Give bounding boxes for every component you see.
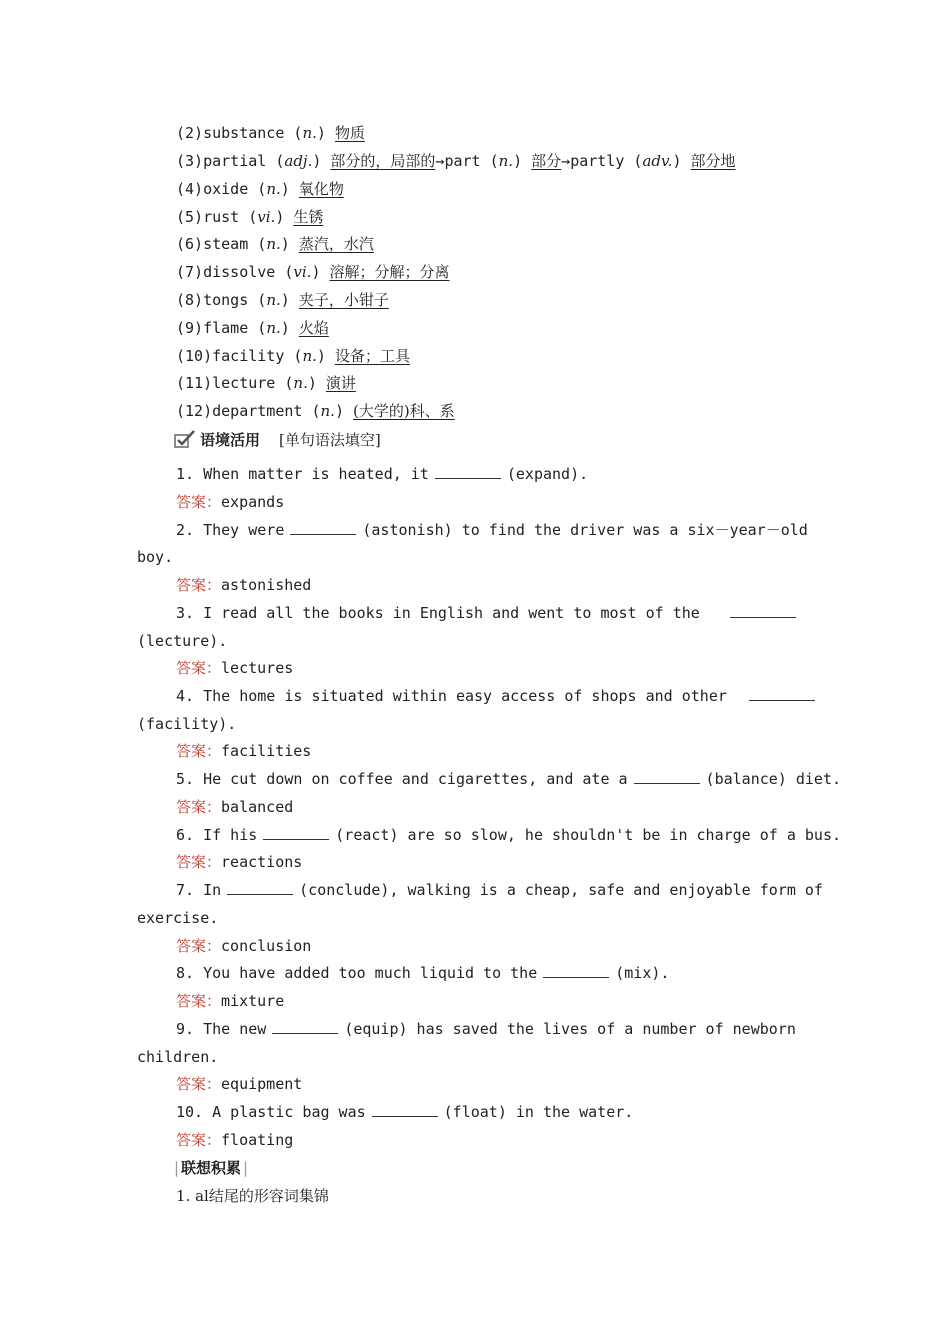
blank-line xyxy=(749,687,815,701)
arrow-icon: → xyxy=(435,152,445,170)
blank-line xyxy=(372,1103,438,1117)
question: 4. The home is situated within easy access of shops and other xyxy=(176,686,821,706)
question: 8. You have added too much liquid to the (mix). xyxy=(176,964,670,982)
vocab-item: (9)flame (n.) 火焰 xyxy=(176,319,329,337)
check-box-icon xyxy=(174,430,196,453)
vocab-meaning: 部分的，局部的 xyxy=(330,152,436,170)
blank-line xyxy=(227,881,293,895)
vocab-item: (2)substance (n.) 物质 xyxy=(176,124,365,142)
vocab-item: (7)dissolve (vi.) 溶解；分解；分离 xyxy=(176,263,450,281)
question-continuation: (lecture). xyxy=(137,632,228,650)
question: 6. If his (react) are so slow, he shouldn't be in charge of a bus. xyxy=(176,826,842,844)
question: 7. In (conclude), walking is a cheap, safe and enjoyable form of xyxy=(176,881,823,899)
question: 5. He cut down on coffee and cigarettes, and ate a (balance) diet. xyxy=(176,770,842,788)
blank-line xyxy=(634,770,700,784)
question: 1. When matter is heated, it (expand). xyxy=(176,465,589,483)
blank-line xyxy=(730,604,796,618)
vocab-item: (8)tongs (n.) 夹子，小钳子 xyxy=(176,291,389,309)
question: 2. They were (astonish) to find the driver was a six－year－old xyxy=(176,521,808,539)
assoc-item: 1. al结尾的形容词集锦 xyxy=(176,1187,329,1205)
answer: 答案：floating xyxy=(176,1131,294,1149)
vocab-item: (10)facility (n.) 设备；工具 xyxy=(176,347,410,365)
answer: 答案：astonished xyxy=(176,576,312,594)
arrow-icon: → xyxy=(561,152,571,170)
vocab-item: (6)steam (n.) 蒸汽，水汽 xyxy=(176,235,374,253)
question-continuation: boy. xyxy=(137,548,174,566)
vocab-meaning: 物质 xyxy=(334,124,365,142)
blank-line xyxy=(263,826,329,840)
vocab-item: (11)lecture (n.) 演讲 xyxy=(176,374,356,392)
bracket-bar-icon: | xyxy=(172,1159,182,1177)
answer: 答案：facilities xyxy=(176,742,312,760)
question-continuation: (facility). xyxy=(137,715,237,733)
vocab-item: (12)department (n.) (大学的)科、系 xyxy=(176,402,455,420)
answer: 答案：lectures xyxy=(176,659,294,677)
blank-line xyxy=(435,465,501,479)
section-heading xyxy=(174,430,381,453)
answer: 答案：expands xyxy=(176,493,285,511)
question: 10. A plastic bag was (float) in the water. xyxy=(176,1103,634,1121)
answer: 答案：reactions xyxy=(176,853,303,871)
vocab-item: (4)oxide (n.) 氧化物 xyxy=(176,180,344,198)
bracket-bar-icon: | xyxy=(241,1159,251,1177)
assoc-heading: |联想积累| xyxy=(172,1159,251,1177)
question: 9. The new (equip) has saved the lives of a number of newborn xyxy=(176,1020,796,1038)
section-subtitle: [单句语法填空] xyxy=(279,431,381,449)
question-continuation: exercise. xyxy=(137,909,219,927)
section-title: 语境活用 xyxy=(200,431,261,449)
vocab-item: (5)rust (vi.) 生锈 xyxy=(176,208,324,226)
question-continuation: children. xyxy=(137,1048,219,1066)
vocab-item: (3)partial (adj.) 部分的，局部的→part (n.) 部分→partly (adv.) 部分地 xyxy=(176,152,736,170)
answer: 答案：mixture xyxy=(176,992,285,1010)
blank-line xyxy=(290,521,356,535)
answer: 答案：conclusion xyxy=(176,937,312,955)
blank-line xyxy=(543,964,609,978)
blank-line xyxy=(272,1020,338,1034)
question: 3. I read all the books in English and went to most of the xyxy=(176,603,802,623)
answer: 答案：balanced xyxy=(176,798,294,816)
answer: 答案：equipment xyxy=(176,1075,303,1093)
